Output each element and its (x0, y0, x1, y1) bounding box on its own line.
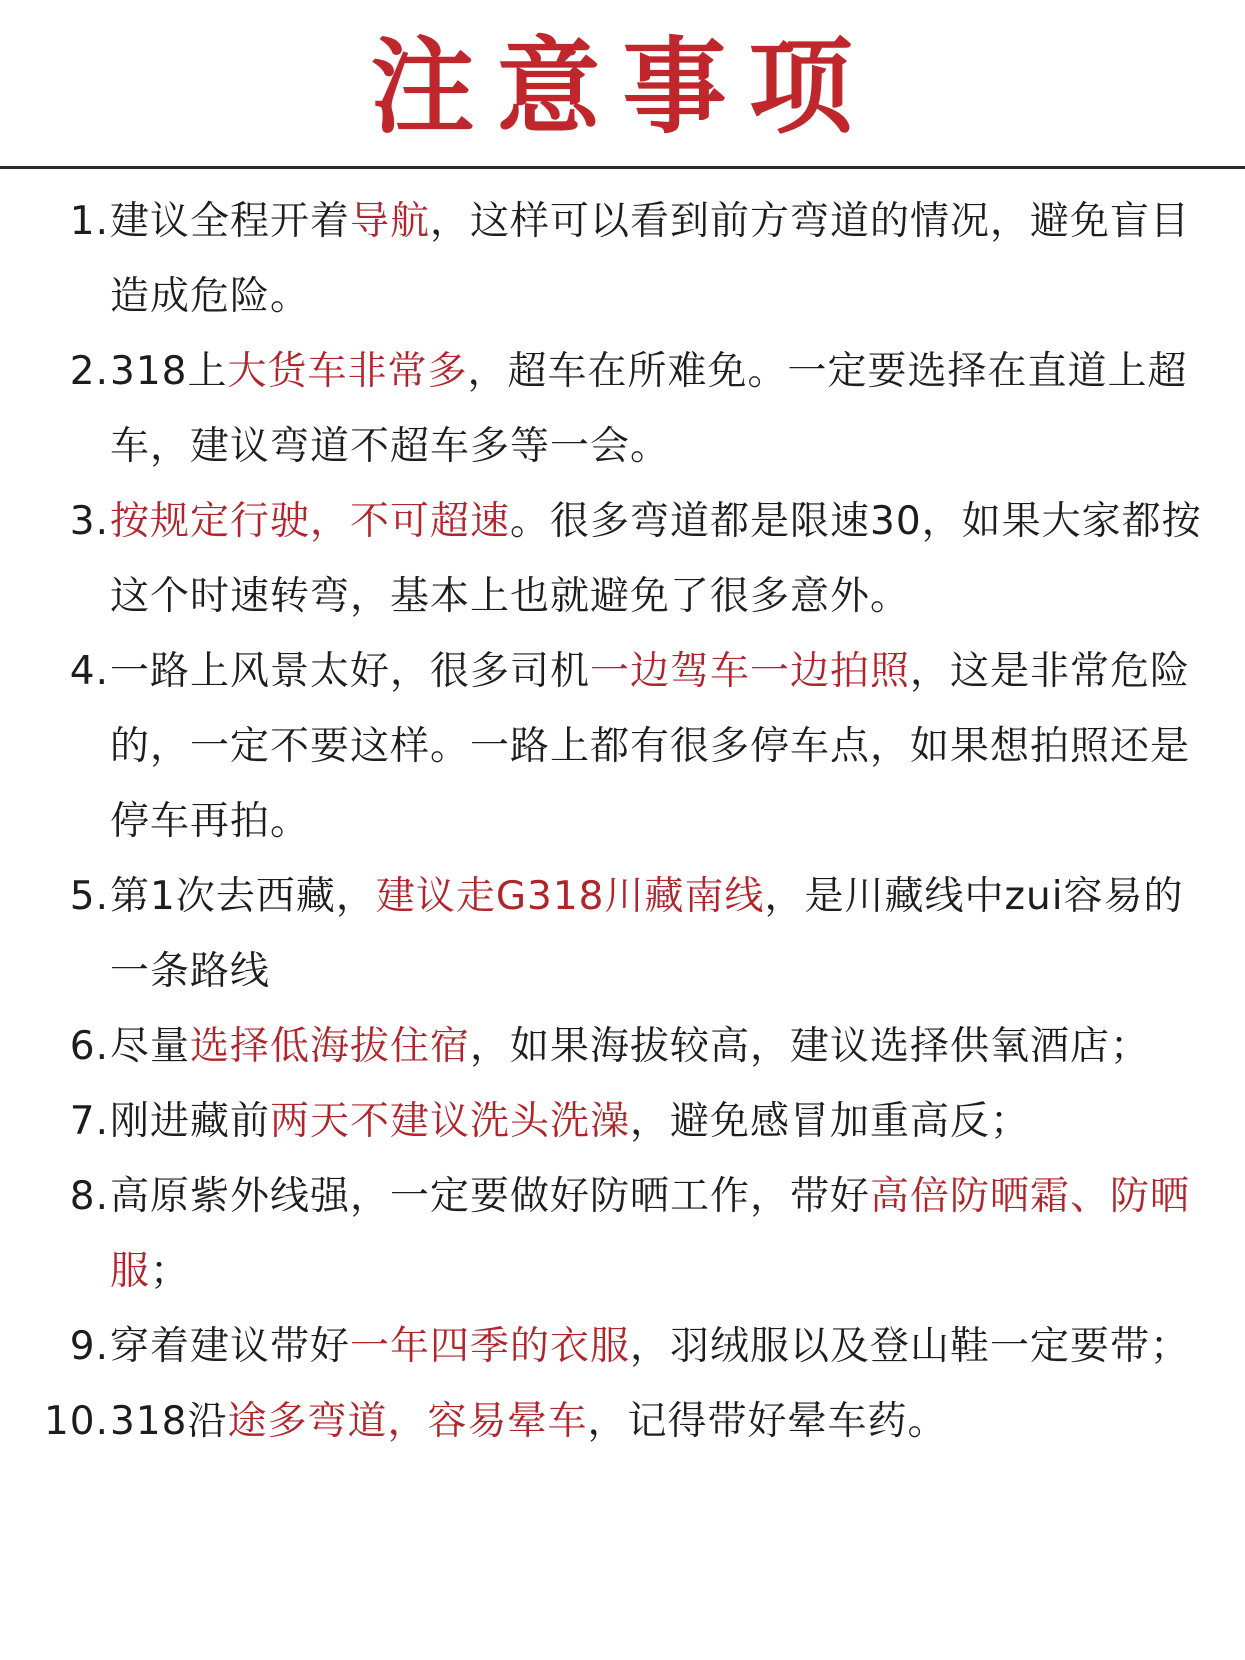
item-text: ，如果海拔较高，建议选择供氧酒店； (470, 1024, 1151, 1069)
list-item (0, 334, 1245, 484)
item-number: 6. (69, 1024, 109, 1069)
item-highlight: 高倍防晒霜、防晒服 (110, 1174, 1191, 1294)
item-text: 一路上风景太好，很多司机 (110, 649, 591, 694)
item-highlight: 导航 (350, 199, 431, 244)
list-item (0, 859, 1245, 1009)
item-highlight: 按规定行驶，不可超速 (110, 499, 511, 544)
item-text: 建议全程开着 (110, 199, 351, 244)
item-text: 第1次去西藏， (110, 874, 376, 919)
item-number: 2. (69, 349, 109, 394)
list-item (0, 1309, 1245, 1384)
item-number: 9. (69, 1324, 109, 1369)
item-text: 高原紫外线强，一定要做好防晒工作，带好 (110, 1174, 871, 1219)
page-title: 注意事项 (370, 26, 875, 148)
item-text: ，超车在所难免。一定要选择在直道上超车，建议弯道不超车多等一会。 (110, 349, 1188, 469)
item-number: 3. (69, 499, 109, 544)
item-text: ，记得带好晕车药。 (587, 1399, 948, 1444)
item-text: 。很多弯道都是限速30，如果大家都按这个时速转弯，基本上也就避免了很多意外。 (110, 499, 1202, 619)
item-text: ，这是非常危险的，一定不要这样。一路上都有很多停车点，如果想拍照还是停车再拍。 (110, 649, 1191, 844)
item-text: 318沿 (110, 1399, 228, 1444)
list-item (0, 484, 1245, 634)
list-item (0, 1384, 1245, 1459)
item-text: ，这样可以看到前方弯道的情况，避免盲目造成危险。 (110, 199, 1191, 319)
tips-list (0, 184, 1245, 1459)
item-highlight: 一年四季的衣服 (350, 1324, 631, 1369)
item-text: 尽量 (110, 1024, 191, 1069)
item-number: 8. (69, 1174, 109, 1219)
item-highlight: 两天不建议洗头洗澡 (270, 1099, 631, 1144)
item-number: 4. (69, 649, 109, 694)
item-text: 穿着建议带好 (110, 1324, 351, 1369)
list-item (0, 1084, 1245, 1159)
item-highlight: 建议走G318川藏南线 (375, 874, 765, 919)
item-number: 7. (69, 1099, 109, 1144)
item-text: 刚进藏前 (110, 1099, 271, 1144)
list-item (0, 1009, 1245, 1084)
list-item (0, 184, 1245, 334)
item-text: ； (150, 1249, 191, 1294)
item-number: 1. (69, 199, 109, 244)
list-item (0, 634, 1245, 859)
item-highlight: 大货车非常多 (227, 349, 468, 394)
item-text: ，是川藏线中zui容易的一条路线 (110, 874, 1184, 994)
item-number: 10. (43, 1399, 109, 1444)
item-highlight: 一边驾车一边拍照 (590, 649, 911, 694)
item-text: 318上 (110, 349, 228, 394)
list-item (0, 1159, 1245, 1309)
item-text: ，避免感冒加重高反； (630, 1099, 1031, 1144)
item-text: ，羽绒服以及登山鞋一定要带； (630, 1324, 1191, 1369)
item-number: 5. (69, 874, 109, 919)
item-highlight: 途多弯道，容易晕车 (227, 1399, 588, 1444)
item-highlight: 选择低海拔住宿 (190, 1024, 471, 1069)
title-divider (0, 166, 1245, 169)
